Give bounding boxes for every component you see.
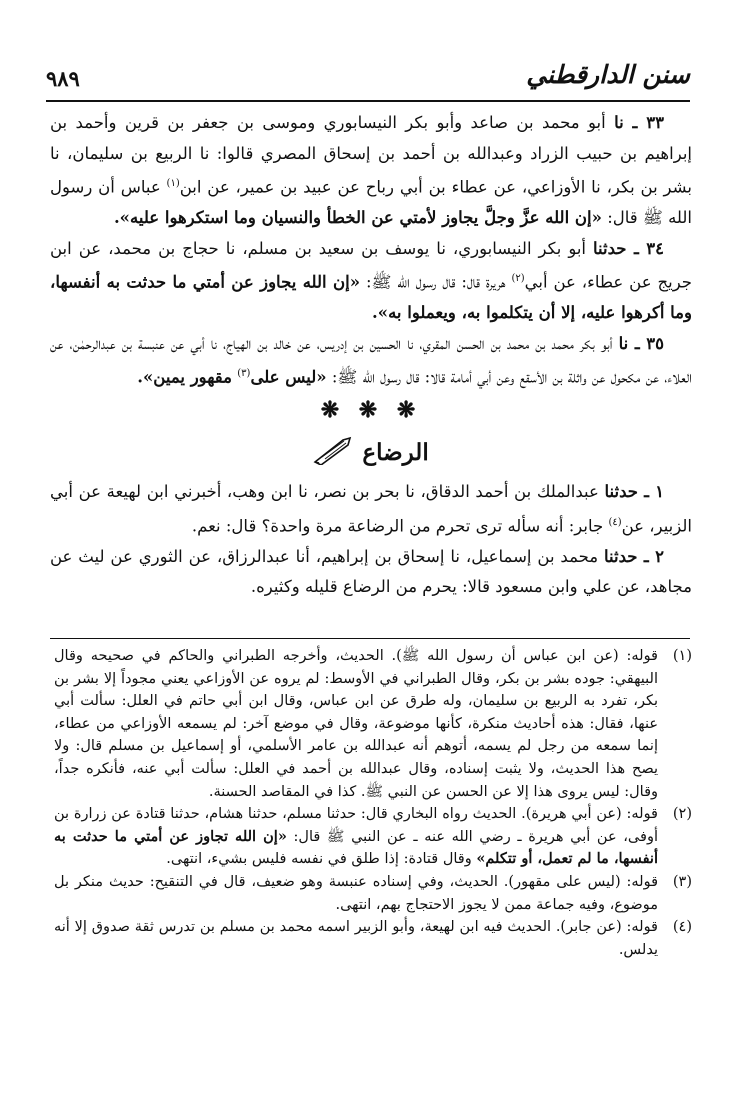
footnote-divider — [50, 638, 690, 639]
footnote-4 — [54, 916, 692, 961]
main-text — [50, 108, 692, 603]
hadith-isnad: عبدالملك بن أحمد الدقاق، نا بحر بن نصر، نا ابن وهب، أخبرني ابن لهيعة عن أبي الزبير، عن — [50, 482, 692, 535]
footnote-quote: «إن الله تجاوز عن أمتي ما حدثت به أنفسها، ما لم تعمل، أو تتكلم» — [54, 827, 658, 868]
footnote-text: قوله: (ليس على مقهور). الحديث، وفي إسناده عنبسة وهو ضعيف، قال في التنقيح: حديث منكر بل موضوع، وفيه جماعة ممن لا يجوز الاحتجاج بهم، انتهى. — [54, 873, 658, 913]
hadith-isnad: أبو بكر محمد بن محمد بن الحسن المقري، نا الحسين بن إدريس، عن خالد بن الهياج، نا أبي عن عنبسة بن عبدالرحمٰن، عن العلاء، عن مكحول عن واثلة بن الأسقع وعن أبي أمامة قالا: قال رسول الله ﷺ: — [50, 333, 692, 387]
footnote-2 — [54, 803, 692, 871]
footnote-text — [54, 803, 658, 871]
footnote-number: (٤) — [672, 919, 692, 936]
footnote-ref: (٤) — [608, 516, 622, 528]
footnotes — [54, 645, 692, 961]
hadith-text: محمد بن إسماعيل، نا إسحاق بن إبراهيم، أنا عبدالرزاق، عن الثوري عن ليث عن مجاهد، عن علي وابن مسعود قالا: يحرم من الرضاع قليله وكثيره. — [50, 546, 692, 596]
hadith-33 — [50, 108, 692, 234]
footnote-ref: (٣) — [237, 368, 251, 379]
quill-pen-icon — [313, 435, 353, 469]
hadith-number: ١ ـ حدثنا — [604, 482, 664, 501]
hadith-isnad-cont: عباس أن رسول الله ﷺ قال: — [50, 177, 692, 227]
hadith-matn: «إن الله يجاوز عن أمتي ما حدثت به أنفسها، وما أكرهوا عليه، إلا أن يتكلموا به، ويعملوا به». — [50, 272, 692, 322]
hadith-number: ٣٣ ـ نا — [614, 113, 664, 132]
hadith-number: ٢ ـ حدثنا — [604, 546, 664, 566]
footnote-1 — [54, 645, 692, 803]
page-number: ٩٨٩ — [46, 66, 80, 91]
hadith-isnad: أبو بكر النيسابوري، نا يوسف بن سعيد بن مسلم، نا حجاج بن محمد، عن ابن جريج عن عطاء، عن أبي — [50, 238, 692, 292]
footnote-number: (٢) — [672, 806, 692, 823]
hadith-isnad-cont: هريرة قال: قال رسول الله ﷺ: — [365, 272, 506, 292]
hadith-matn: «إن الله عزَّ وجلَّ يجاوز لأمتي عن الخطأ والنسيان وما استكرهوا عليه». — [113, 208, 602, 227]
hadith-matn-cont: مقهور يمين». — [137, 367, 232, 387]
running-head — [46, 58, 690, 102]
hadith-isnad: أبو محمد بن صاعد وأبو بكر النيسابوري وموسى بن جعفر بن قرين وأحمد بن إبراهيم بن حبيب الزراد وعبدالله بن أحمد بن إسحاق المصري قالوا: نا الربيع بن سليمان، نا بشر بن بكر، نا الأوزاعي، عن عطاء بن أبي رباح عن عبيد بن عمير، عن ابن — [50, 113, 692, 197]
footnote-text-b: وقال قتادة: إذا طلق في نفسه فليس بشيء، انتهى. — [166, 851, 472, 868]
section-separator: ❋ ❋ ❋ — [320, 397, 422, 423]
footnote-text: قوله: (عن جابر). الحديث فيه ابن لهيعة، وأبو الزبير اسمه محمد بن مسلم بن تدرس ثقة صدوق إلا أنه يدلس. — [54, 919, 658, 958]
chapter-title: الرضاع — [362, 438, 429, 466]
hadith-matn: جابر: أنه سأله ترى تحرم من الرضاعة مرة واحدة؟ قال: نعم. — [191, 516, 604, 535]
hadith-35 — [50, 329, 692, 394]
footnote-text-a: قوله: (عن أبي هريرة). الحديث رواه البخاري قال: حدثنا مسلم، حدثنا هشام، حدثنا قتادة عن زرارة بن أوفى، عن أبي هريرة ـ رضي الله عنه ـ عن النبي ﷺ قال: — [54, 806, 658, 845]
footnote-number: (١) — [672, 648, 692, 664]
chapter-heading — [50, 435, 692, 475]
footnote-3 — [54, 871, 692, 916]
hadith-matn: «ليس على — [250, 367, 327, 387]
hadith-number: ٣٥ ـ نا — [618, 333, 664, 353]
ridaa-hadith-1 — [50, 477, 692, 542]
hadith-34 — [50, 234, 692, 329]
footnote-number: (٣) — [672, 873, 692, 890]
ridaa-hadith-2 — [50, 542, 692, 603]
footnote-ref: (١) — [166, 178, 180, 189]
footnote-text: قوله: (عن ابن عباس أن رسول الله ﷺ). الحديث، وأخرجه الطبراني والحاكم في صحيحه وقال البيهقي: جوده بشر بن بكر، وقال الطبراني في الأوسط: لم يروه عن الأوزاعي يعني مجوداً إلا بشر بن بكر، تفرد به الربيع بن سليمان، وله طرق عن ابن عباس، وقال ابن أبي حاتم في العلل: سألت أبي عنها، فقال: هذه أحاديث منكرة، كأنها موضوعة، وقال في موضع آخر: لم يسمعه الأوزاعي من عطاء، إنما سمعه من رجل لم يسمه، أتوهم أنه عبدالله بن عامر الأسلمي، أو إسماعيل بن مسلم قال: ولا يصح هذا الحديث، ولا يثبت إسناده، وقال عبدالله بن أحمد في العلل: سألت أبي عنه، فأنكره جداً، وقال: ليس يروى هذا إلا عن الحسن عن النبي ﷺ. كذا في المقاصد الحسنة. — [54, 648, 658, 800]
hadith-number: ٣٤ ـ حدثنا — [593, 238, 664, 258]
book-title: سنن الدارقطني — [526, 60, 690, 89]
footnote-ref: (٢) — [511, 273, 525, 284]
